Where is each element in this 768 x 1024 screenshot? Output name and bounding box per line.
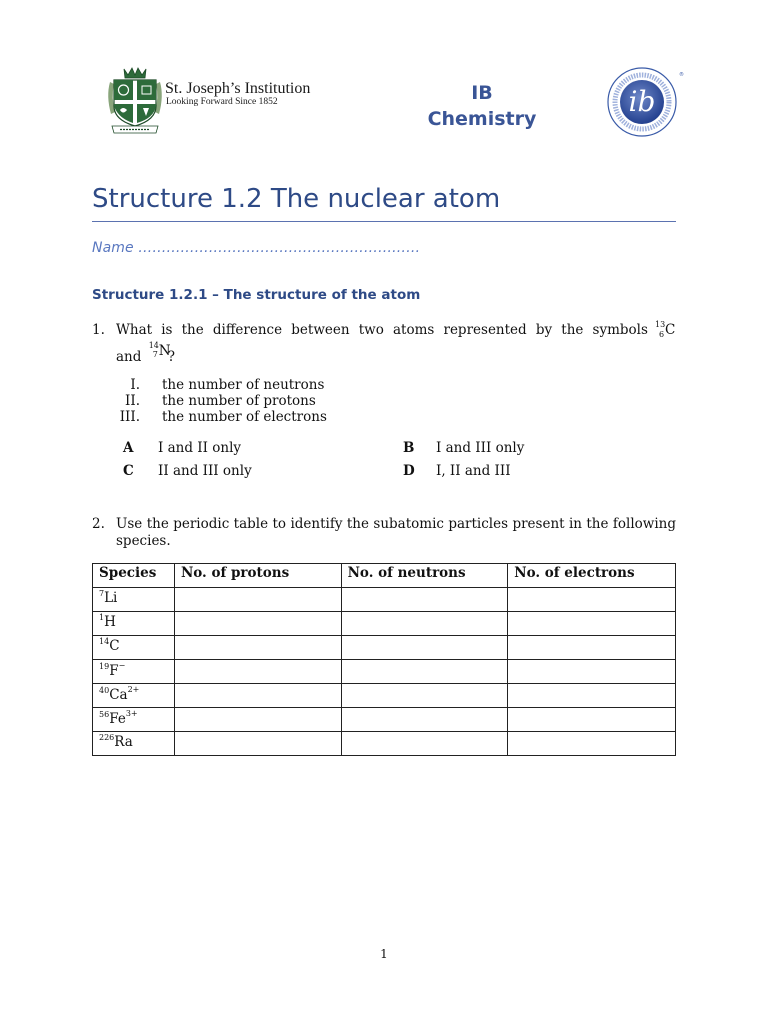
species-element: F [109,663,119,679]
nuclide-mass-number: 14 [148,341,159,350]
subject-line-ib: IB [471,82,493,104]
question-word: two [358,322,384,338]
question-word: the [181,322,204,338]
nuclide-symbol-nitrogen-14 [149,343,169,361]
species-cell [93,708,175,732]
statement-numeral: II. [125,393,140,409]
electrons-answer-cell[interactable] [508,588,676,612]
question-word: What [116,322,153,338]
question-word: symbols [592,322,648,338]
species-element: Fe [109,711,126,727]
question-word: by [535,322,553,338]
electrons-answer-cell[interactable] [508,612,676,636]
protons-answer-cell[interactable] [174,588,341,612]
nuclide-symbol-carbon-13 [655,321,679,343]
option-d-text[interactable]: I, II and III [436,463,511,479]
statement-text: the number of neutrons [162,377,325,393]
nuclide-atomic-number: 7 [152,350,158,359]
question-word: atoms [392,322,435,338]
question-1-line-2 [116,343,175,365]
neutrons-answer-cell[interactable] [341,588,508,612]
svg-text:ib: ib [628,85,656,118]
species-mass-number: 1 [99,613,105,622]
species-mass-number: 7 [99,589,105,598]
neutrons-answer-cell[interactable] [341,684,508,708]
species-element: Ra [114,734,133,750]
question-word: difference [212,322,283,338]
species-cell [93,684,175,708]
question-word: the [561,322,584,338]
option-c-letter[interactable]: C [123,463,134,479]
question-1-words [116,322,648,338]
question-2-text: Use the periodic table to identify the subatomic particles present in the following species. [116,516,676,549]
species-cell [93,732,175,756]
species-cell [93,660,175,684]
option-c-text[interactable]: II and III only [158,463,252,479]
name-field[interactable]: Name …………………………………………………… [92,240,421,256]
table-row [93,732,676,756]
option-a-letter[interactable]: A [123,440,134,456]
neutrons-answer-cell[interactable] [341,612,508,636]
table-row [93,660,676,684]
question-word: between [291,322,350,338]
school-crest-icon [106,66,164,136]
species-charge: − [118,661,126,670]
subatomic-particles-table [92,563,676,756]
subject-label [412,80,552,132]
column-header-species: Species [93,564,175,588]
nuclide-mass-number: 13 [655,320,666,329]
table-row [93,684,676,708]
protons-answer-cell[interactable] [174,708,341,732]
table-row [93,612,676,636]
section-heading: Structure 1.2.1 – The structure of the atom [92,287,421,303]
column-header-neutrons: No. of neutrons [341,564,508,588]
table-row [93,588,676,612]
electrons-answer-cell[interactable] [508,708,676,732]
neutrons-answer-cell[interactable] [341,708,508,732]
nuclide-atomic-number: 6 [659,330,665,339]
protons-answer-cell[interactable] [174,684,341,708]
ib-world-school-logo [606,66,684,138]
species-element: Ca [109,687,128,703]
nuclide-element: N [158,343,171,359]
species-mass-number: 14 [99,637,110,646]
protons-answer-cell[interactable] [174,660,341,684]
species-mass-number: 40 [99,686,110,695]
species-charge: 3+ [125,709,138,718]
question-2-number: 2. [92,516,105,532]
question-1-number: 1. [92,322,105,338]
table-header-row [93,564,676,588]
statement-text: the number of electrons [162,409,327,425]
nuclide-element: C [665,322,676,338]
title-divider [92,221,676,222]
species-cell [93,636,175,660]
statement-text: the number of protons [162,393,316,409]
question-word: is [161,322,173,338]
electrons-answer-cell[interactable] [508,732,676,756]
statement-numeral: III. [119,409,140,425]
school-name: St. Joseph’s Institution [165,80,311,97]
option-a-text[interactable]: I and II only [158,440,242,456]
species-element: Li [104,590,118,606]
electrons-answer-cell[interactable] [508,684,676,708]
option-b-letter[interactable]: B [403,440,415,456]
and-word: and [116,349,142,365]
school-tagline: Looking Forward Since 1852 [166,97,278,107]
protons-answer-cell[interactable] [174,612,341,636]
neutrons-answer-cell[interactable] [341,636,508,660]
neutrons-answer-cell[interactable] [341,660,508,684]
species-element: C [109,638,120,654]
electrons-answer-cell[interactable] [508,636,676,660]
table-body [93,588,676,756]
option-d-letter[interactable]: D [403,463,415,479]
table-row [93,636,676,660]
column-header-protons: No. of protons [174,564,341,588]
species-cell [93,588,175,612]
protons-answer-cell[interactable] [174,732,341,756]
svg-text:®: ® [679,72,684,78]
species-mass-number: 19 [99,662,110,671]
species-mass-number: 56 [99,710,110,719]
school-logo [106,66,342,138]
subject-line-chemistry: Chemistry [427,108,537,130]
table-row [93,708,676,732]
document-title: Structure 1.2 The nuclear atom [92,184,501,214]
species-charge: 2+ [127,685,140,694]
species-element: H [104,614,116,630]
question-mark: ? [167,349,175,365]
protons-answer-cell[interactable] [174,636,341,660]
species-cell [93,612,175,636]
species-mass-number: 226 [99,733,115,742]
option-b-text[interactable]: I and III only [436,440,525,456]
electrons-answer-cell[interactable] [508,660,676,684]
statement-numeral: I. [130,377,140,393]
neutrons-answer-cell[interactable] [341,732,508,756]
column-header-electrons: No. of electrons [508,564,676,588]
page-number: 1 [380,947,388,961]
question-word: represented [443,322,527,338]
